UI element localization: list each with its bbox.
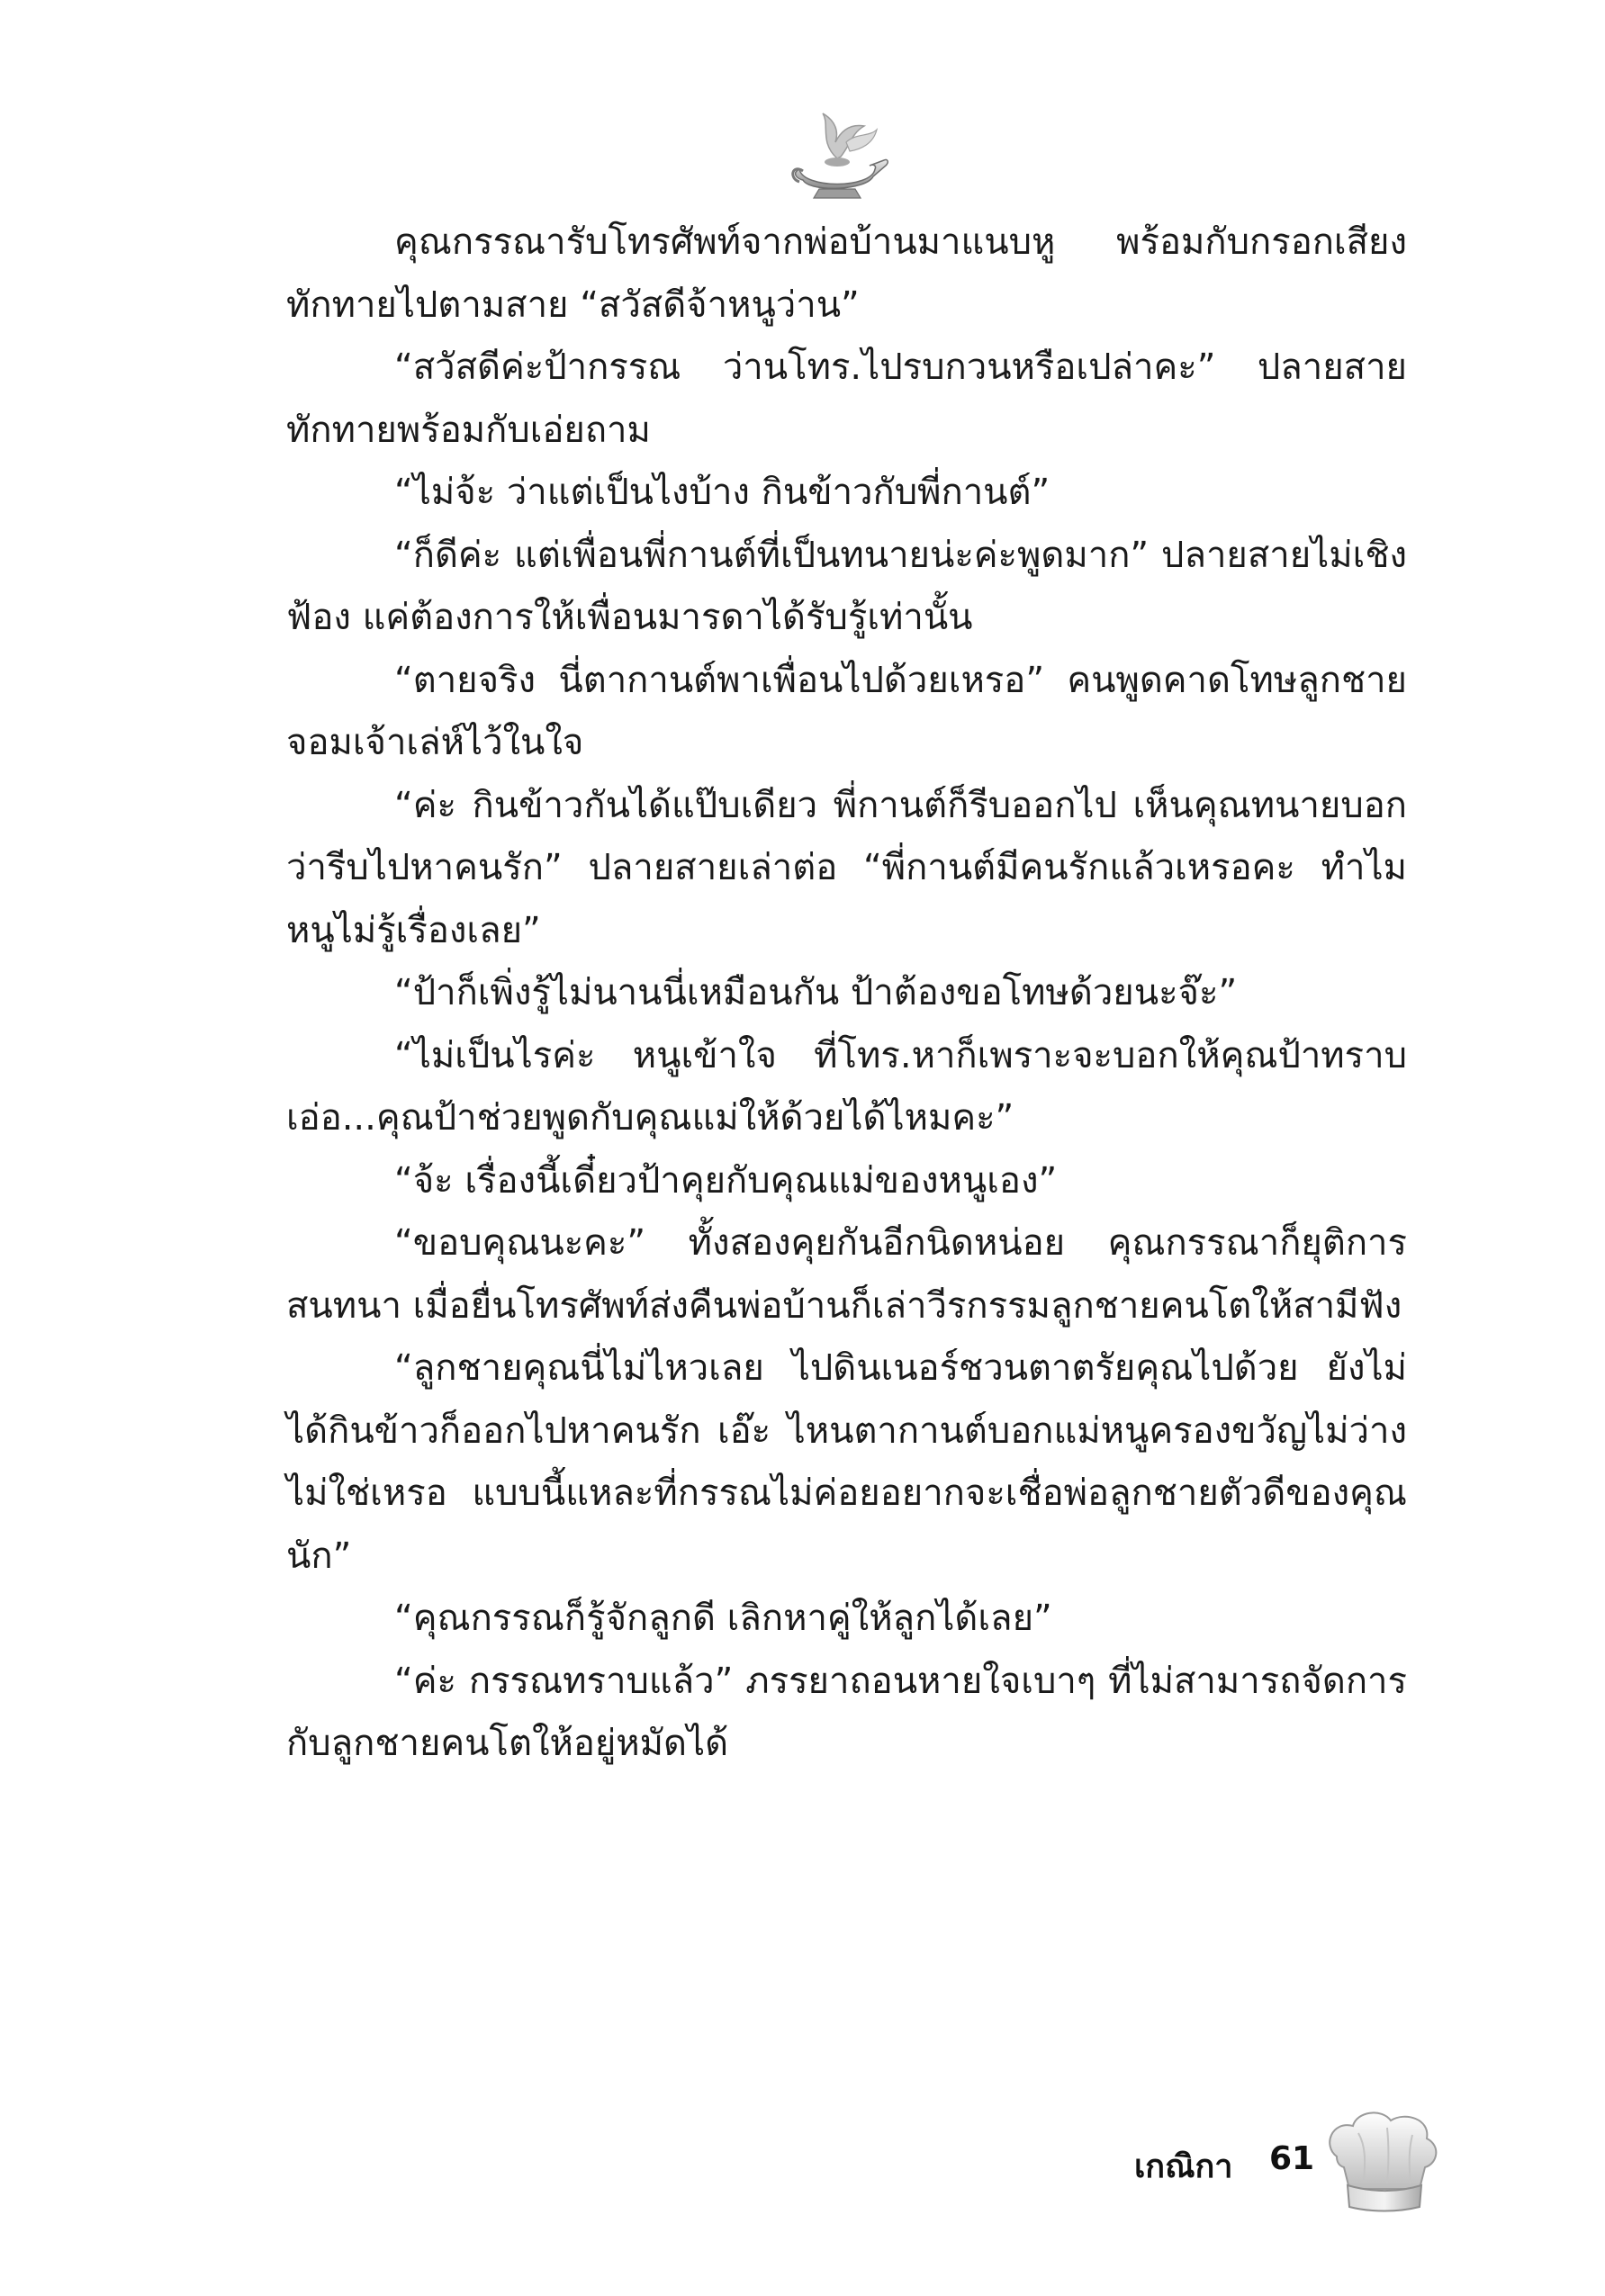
body-text	[286, 212, 1407, 1776]
paragraph: “ป้าก็เพิ่งรู้ไม่นานนี่เหมือนกัน ป้าต้องขอโทษด้วยนะจ๊ะ”	[394, 972, 1238, 1013]
paragraph: “ลูกชายคุณนี่ไม่ไหวเลย ไปดินเนอร์ชวนตาตรัยคุณไปด้วย ยังไม่ได้กินข้าวก็ออกไปหาคนรัก เอ๊ะ ไหนตากานต์บอกแม่หนูครองขวัญไม่ว่างไม่ใช่เหรอ แบบนี้แหละที่กรรณไม่ค่อยอยากจะเชื่อพ่อลูกชายตัวดีของคุณนัก”	[286, 1347, 1407, 1577]
paragraph: คุณกรรณารับโทรศัพท์จากพ่อบ้านมาแนบหู พร้อมกับกรอกเสียงทักทายไปตามสาย “สวัสดีจ้าหนูว่าน”	[286, 221, 1407, 326]
paragraph: “ก็ดีค่ะ แต่เพื่อนพี่กานต์ที่เป็นทนายน่ะค่ะพูดมาก” ปลายสายไม่เชิงฟ้อง แค่ต้องการให้เพื่อนมารดาได้รับรู้เท่านั้น	[286, 534, 1407, 638]
paragraph: “คุณกรรณก็รู้จักลูกดี เลิกหาคู่ให้ลูกได้เลย”	[394, 1598, 1052, 1639]
genie-lamp-icon	[783, 106, 891, 205]
paragraph: “ขอบคุณนะคะ” ทั้งสองคุยกันอีกนิดหน่อย คุณกรรณาก็ยุติการสนทนา เมื่อยื่นโทรศัพท์ส่งคืนพ่อบ้านก็เล่าวีรกรรมลูกชายคนโตให้สามีฟัง	[286, 1222, 1407, 1327]
paragraph: “ไม่เป็นไรค่ะ หนูเข้าใจ ที่โทร.หาก็เพราะจะบอกให้คุณป้าทราบ เอ่อ...คุณป้าช่วยพูดกับคุณแม่ให้ด้วยได้ไหมคะ”	[286, 1034, 1407, 1139]
paragraph: “ไม่จ้ะ ว่าแต่เป็นไงบ้าง กินข้าวกับพี่กานต์”	[394, 472, 1050, 513]
book-title: เกณิกา	[1134, 2148, 1233, 2185]
paragraph: “จ้ะ เรื่องนี้เดี๋ยวป้าคุยกับคุณแม่ของหนูเอง”	[394, 1159, 1058, 1202]
page-number: 61	[1269, 2140, 1315, 2177]
paragraph: “ค่ะ กินข้าวกันได้แป๊บเดียว พี่กานต์ก็รีบออกไป เห็นคุณทนายบอกว่ารีบไปหาคนรัก” ปลายสายเล่าต่อ “พี่กานต์มีคนรักแล้วเหรอคะ ทำไมหนูไม่รู้เรื่องเลย”	[286, 784, 1407, 951]
paragraph: “สวัสดีค่ะป้ากรรณ ว่านโทร.ไปรบกวนหรือเปล่าคะ” ปลายสายทักทายพร้อมกับเอ่ยถาม	[286, 347, 1407, 451]
paragraph: “ตายจริง นี่ตากานต์พาเพื่อนไปด้วยเหรอ” คนพูดคาดโทษลูกชายจอมเจ้าเล่ห์ไว้ในใจ	[286, 659, 1407, 763]
chef-hat-icon	[1319, 2106, 1445, 2214]
paragraph: “ค่ะ กรรณทราบแล้ว” ภรรยาถอนหายใจเบาๆ ที่ไม่สามารถจัดการกับลูกชายคนโตให้อยู่หมัดได้	[286, 1660, 1407, 1764]
page-footer	[1116, 2106, 1440, 2214]
